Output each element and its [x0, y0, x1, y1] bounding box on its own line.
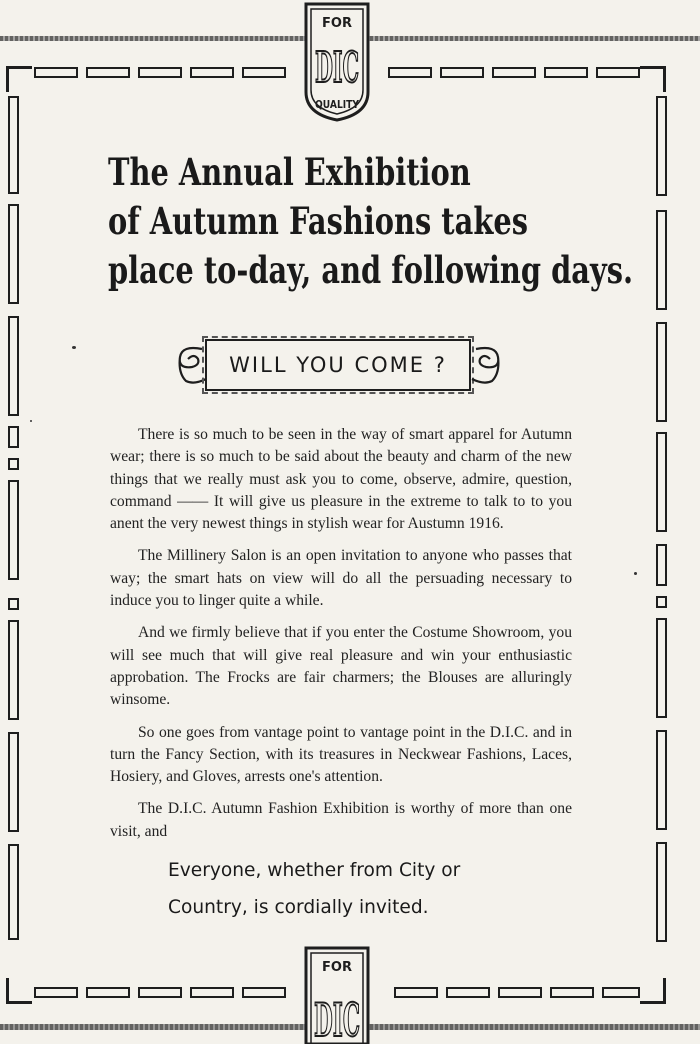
- border-segment: [8, 96, 19, 194]
- border-segment: [656, 210, 667, 310]
- border-corner: [640, 978, 666, 1004]
- print-speck: [634, 572, 637, 575]
- border-segment: [8, 620, 19, 720]
- callout-banner: [172, 335, 508, 395]
- border-segment: [86, 987, 130, 998]
- dic-quality-emblem-top: [300, 0, 374, 122]
- border-segment: [498, 987, 542, 998]
- border-segment: [388, 67, 432, 78]
- border-segment: [596, 67, 640, 78]
- border-corner: [6, 978, 32, 1004]
- border-segment: [34, 67, 78, 78]
- border-segment: [440, 67, 484, 78]
- border-segment: [190, 67, 234, 78]
- border-segment: [8, 204, 19, 304]
- headline: [108, 148, 634, 295]
- border-segment: [138, 987, 182, 998]
- paragraph: The Millinery Salon is an open invitation to anyone who passes that way; the smart hats on view will do all the persuading necessary to induce you to linger quite a while.: [110, 547, 572, 610]
- border-segment: [492, 67, 536, 78]
- closing-line: Everyone, whether from City or: [168, 860, 461, 881]
- border-segment: [656, 618, 667, 718]
- callout-text: WILL YOU COME ?: [205, 339, 471, 391]
- border-segment: [446, 987, 490, 998]
- closing-line: Country, is cordially invited.: [168, 897, 429, 918]
- border-corner: [640, 66, 666, 92]
- border-segment: [8, 844, 19, 940]
- border-segment: [656, 322, 667, 422]
- emblem-top-word: FOR: [322, 16, 352, 31]
- border-segment: [138, 67, 182, 78]
- border-segment: [656, 842, 667, 942]
- border-segment: [8, 480, 19, 580]
- paragraph: And we firmly believe that if you enter the Costume Showroom, you will see much that will give real pleasure and win your enthusiastic approbation. The Frocks are fair charmers; the Blouses are alluringly winsome.: [110, 624, 572, 709]
- border-segment: [8, 732, 19, 832]
- border-segment: [8, 426, 19, 448]
- border-segment: [656, 96, 667, 196]
- dic-quality-emblem-bottom: [300, 944, 374, 1044]
- emblem-top-word: FOR: [322, 960, 352, 975]
- border-segment: [550, 987, 594, 998]
- border-segment: [656, 596, 667, 608]
- emblem-monogram: DIC: [315, 43, 359, 92]
- border-segment: [86, 67, 130, 78]
- border-segment: [656, 730, 667, 830]
- closing-invitation: [168, 852, 598, 926]
- headline-line: place to-day, and following days.: [108, 248, 634, 292]
- headline-line: The Annual Exhibition: [108, 150, 471, 194]
- headline-line: of Autumn Fashions takes: [108, 199, 528, 243]
- border-segment: [8, 598, 19, 610]
- border-segment: [656, 544, 667, 586]
- paragraph: So one goes from vantage point to vantage point in the D.I.C. and in turn the Fancy Section, with its treasures in Neckwear Fashions, Laces, Hosiery, and Gloves, arrests one's attention.: [110, 723, 572, 786]
- print-speck: [72, 346, 76, 349]
- border-segment: [602, 987, 640, 998]
- border-segment: [8, 458, 19, 470]
- paragraph: There is so much to be seen in the way of smart apparel for Autumn wear; there is so much to be said about the beauty and charm of the new things that we really must ask you to come, observe, admire, question, command —— It will give us pleasure in the extreme to talk to to you anent the very newest things in stylish wear for Austumn 1916.: [110, 426, 572, 533]
- paragraph: The D.I.C. Autumn Fashion Exhibition is worthy of more than one visit, and: [110, 800, 572, 840]
- emblem-bottom-word: QUALITY: [315, 98, 360, 111]
- border-corner: [6, 66, 32, 92]
- scroll-ornament-icon: [470, 343, 506, 387]
- print-speck: [30, 420, 32, 422]
- border-segment: [242, 67, 286, 78]
- border-segment: [544, 67, 588, 78]
- border-segment: [190, 987, 234, 998]
- scroll-ornament-icon: [172, 343, 208, 387]
- body-copy: [110, 424, 572, 853]
- border-segment: [394, 987, 438, 998]
- border-segment: [8, 316, 19, 416]
- border-segment: [656, 432, 667, 532]
- border-segment: [34, 987, 78, 998]
- border-segment: [242, 987, 286, 998]
- emblem-monogram: DIC: [314, 993, 360, 1044]
